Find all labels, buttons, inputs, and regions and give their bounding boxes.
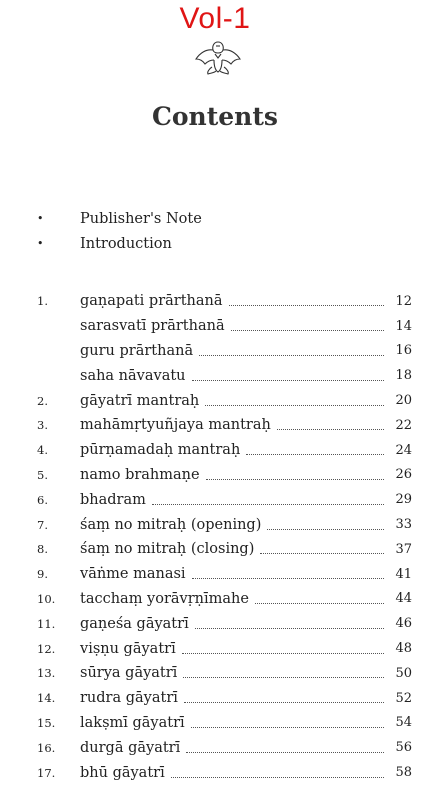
toc-entry[interactable] [34, 314, 412, 339]
toc-entry[interactable] [34, 587, 412, 612]
toc-page: 41 [395, 566, 412, 582]
dot-leader [267, 520, 384, 530]
dot-leader [255, 594, 384, 604]
toc-entry[interactable] [34, 562, 412, 587]
garuda-ornament-icon [190, 37, 246, 77]
toc-title: bhadram [80, 491, 146, 508]
dot-leader [246, 445, 384, 455]
toc-page: 24 [395, 442, 412, 458]
toc-entry[interactable] [34, 487, 412, 512]
front-matter-label: Publisher's Note [80, 210, 202, 227]
toc-number: 15. [37, 715, 56, 730]
toc-entry[interactable] [34, 289, 412, 314]
dot-leader [195, 619, 384, 629]
toc-page: 16 [395, 343, 412, 359]
toc-page: 26 [395, 467, 412, 483]
dot-leader [183, 668, 384, 678]
toc-entry[interactable] [34, 686, 412, 711]
dot-leader [229, 296, 385, 306]
front-matter-item[interactable] [34, 206, 414, 231]
toc-entry[interactable] [34, 611, 412, 636]
toc-title: tacchaṃ yorāvṛṇīmahe [80, 590, 249, 607]
toc-title: mahāmṛtyuñjaya mantraḥ [80, 417, 271, 434]
toc-entry[interactable] [34, 388, 412, 413]
toc-title: gaṇeśa gāyatrī [80, 615, 189, 632]
dot-leader [192, 569, 384, 579]
toc-number: 11. [37, 616, 56, 631]
dot-leader [231, 321, 384, 331]
page-title: Contents [151, 102, 278, 131]
toc-entry[interactable] [34, 760, 412, 785]
toc-entry[interactable] [34, 636, 412, 661]
toc-page: 33 [395, 517, 412, 533]
toc-title: sarasvatī prārthanā [80, 318, 225, 335]
toc-page: 46 [395, 616, 412, 632]
toc-number: 8. [37, 542, 48, 557]
toc-page: 18 [395, 368, 412, 384]
toc-entry[interactable] [34, 512, 412, 537]
front-matter-list [34, 206, 414, 256]
dot-leader [192, 371, 384, 381]
toc-page: 58 [395, 765, 412, 781]
dot-leader [191, 718, 384, 728]
toc-number: 10. [37, 591, 56, 606]
dot-leader [152, 495, 384, 505]
toc-page: 14 [395, 318, 412, 334]
dot-leader [260, 544, 384, 554]
toc-title: pūrṇamadaḥ mantraḥ [80, 442, 241, 459]
toc-entry[interactable] [34, 339, 412, 364]
toc-title: vāṅme manasi [80, 566, 186, 583]
dot-leader [205, 396, 384, 406]
volume-label: Vol-1 [179, 2, 251, 35]
toc-number: 13. [37, 666, 56, 681]
toc-entry[interactable] [34, 735, 412, 760]
front-matter-item[interactable] [34, 231, 414, 256]
dot-leader [184, 693, 384, 703]
toc-entry[interactable] [34, 363, 412, 388]
toc-title: gāyatrī mantraḥ [80, 392, 200, 409]
dot-leader [206, 470, 384, 480]
toc-page: 52 [395, 690, 412, 706]
dot-leader [199, 346, 384, 356]
toc-number: 7. [37, 517, 48, 532]
toc-title: bhū gāyatrī [80, 764, 165, 781]
toc-page: 37 [395, 541, 412, 557]
bullet-dot-icon: • [37, 212, 44, 225]
dot-leader [182, 644, 384, 654]
toc-number: 2. [37, 393, 48, 408]
dot-leader [186, 743, 384, 753]
toc-entry[interactable] [34, 711, 412, 736]
toc-page: 48 [395, 641, 412, 657]
front-matter-label: Introduction [80, 235, 172, 252]
toc-number: 9. [37, 567, 48, 582]
toc-number: 1. [37, 294, 48, 309]
toc-number: 6. [37, 492, 48, 507]
toc-page: 44 [395, 591, 412, 607]
toc-page: 12 [395, 293, 412, 309]
toc-title: guru prārthanā [80, 342, 194, 359]
bullet-dot-icon: • [37, 237, 44, 250]
toc-title: rudra gāyatrī [80, 690, 178, 707]
toc-entry[interactable] [34, 413, 412, 438]
toc-title: lakṣmī gāyatrī [80, 714, 185, 731]
dot-leader [277, 420, 384, 430]
toc-page: 29 [395, 492, 412, 508]
toc-title: śaṃ no mitraḥ (opening) [80, 516, 262, 533]
toc-number: 17. [37, 765, 56, 780]
toc-title: saha nāvavatu [80, 367, 186, 384]
toc-title: śaṃ no mitraḥ (closing) [80, 541, 255, 558]
toc-entry[interactable] [34, 438, 412, 463]
toc-entry[interactable] [34, 537, 412, 562]
toc-number: 4. [37, 443, 48, 458]
toc-number: 5. [37, 467, 48, 482]
toc-page: 50 [395, 665, 412, 681]
toc-page: 54 [395, 715, 412, 731]
toc-number: 14. [37, 691, 56, 706]
toc-number: 16. [37, 740, 56, 755]
dot-leader [171, 768, 384, 778]
toc-entry[interactable] [34, 463, 412, 488]
toc-page: 56 [395, 740, 412, 756]
toc-title: durgā gāyatrī [80, 739, 181, 756]
toc-number: 12. [37, 641, 56, 656]
toc-title: gaṇapati prārthanā [80, 293, 223, 310]
toc-title: namo brahmaṇe [80, 466, 200, 483]
toc-title: viṣṇu gāyatrī [80, 640, 176, 657]
toc-number: 3. [37, 418, 48, 433]
toc-title: sūrya gāyatrī [80, 665, 178, 682]
toc-entry[interactable] [34, 661, 412, 686]
toc-page: 20 [395, 393, 412, 409]
toc-list [34, 289, 412, 785]
toc-page: 22 [395, 417, 412, 433]
